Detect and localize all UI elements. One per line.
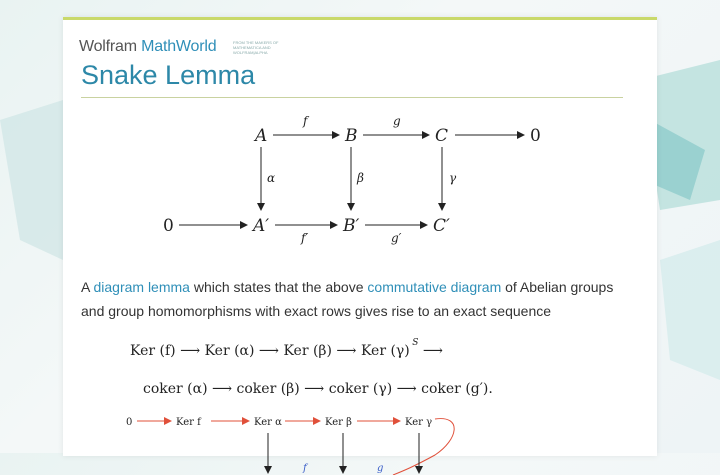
node-zero-top: 0 [530, 126, 541, 146]
snake-label-g: g [377, 463, 384, 474]
snake-node-zero: 0 [126, 417, 133, 428]
label-f: f [303, 114, 308, 128]
node-C: C [435, 126, 449, 146]
label-f-prime: f′ [301, 231, 309, 245]
exact-sequence-line-2: coker (α) ⟶ coker (β) ⟶ coker (γ) ⟶ coker (g′). [143, 381, 493, 397]
commutative-diagram [63, 20, 657, 260]
article-paragraph [81, 275, 621, 323]
link-diagram-lemma[interactable]: diagram lemma [93, 279, 190, 295]
prose-text: of Abelian groups and group homomorphisms with exact rows gives rise to an exact sequence [81, 279, 614, 319]
label-g-prime: g′ [391, 231, 402, 245]
prose-text: A [81, 279, 94, 295]
snake-label-f: f [303, 463, 307, 474]
prose-text: which states that the above [189, 279, 368, 295]
node-B-prime: B′ [343, 216, 360, 236]
exact-sequence-line-1 [130, 340, 443, 364]
snake-node-ker-alpha: Ker α [254, 417, 282, 428]
snake-node-ker-gamma: Ker γ [405, 417, 433, 428]
link-commutative-diagram[interactable]: commutative diagram [367, 279, 502, 295]
label-alpha: α [267, 171, 276, 185]
article-page [63, 17, 657, 474]
snake-node-ker-beta: Ker β [325, 417, 352, 428]
node-zero-bottom: 0 [163, 216, 174, 236]
logo-mathworld: MathWorld [141, 38, 217, 55]
label-gamma: γ [449, 171, 457, 185]
node-C-prime: C′ [433, 216, 450, 236]
logo-tagline: FROM THE MAKERS OF MATHEMATICA AND WOLFRAM|ALPHA [233, 40, 279, 55]
node-A: A [255, 126, 268, 146]
logo-wolfram: Wolfram [79, 38, 137, 55]
sequence-text-1: Ker (f) ⟶ Ker (α) ⟶ Ker (β) ⟶ Ker (γ) [130, 343, 410, 359]
label-beta: β [357, 171, 364, 185]
snake-node-ker-f: Ker f [176, 417, 201, 428]
connecting-arrow: ⟶ [422, 343, 443, 359]
label-g: g [393, 114, 401, 128]
snake-diagram [63, 385, 657, 475]
node-A-prime: A′ [253, 216, 270, 236]
node-B: B [345, 126, 358, 146]
page-title: Snake Lemma [81, 60, 256, 90]
connecting-map-label: S [412, 338, 419, 348]
